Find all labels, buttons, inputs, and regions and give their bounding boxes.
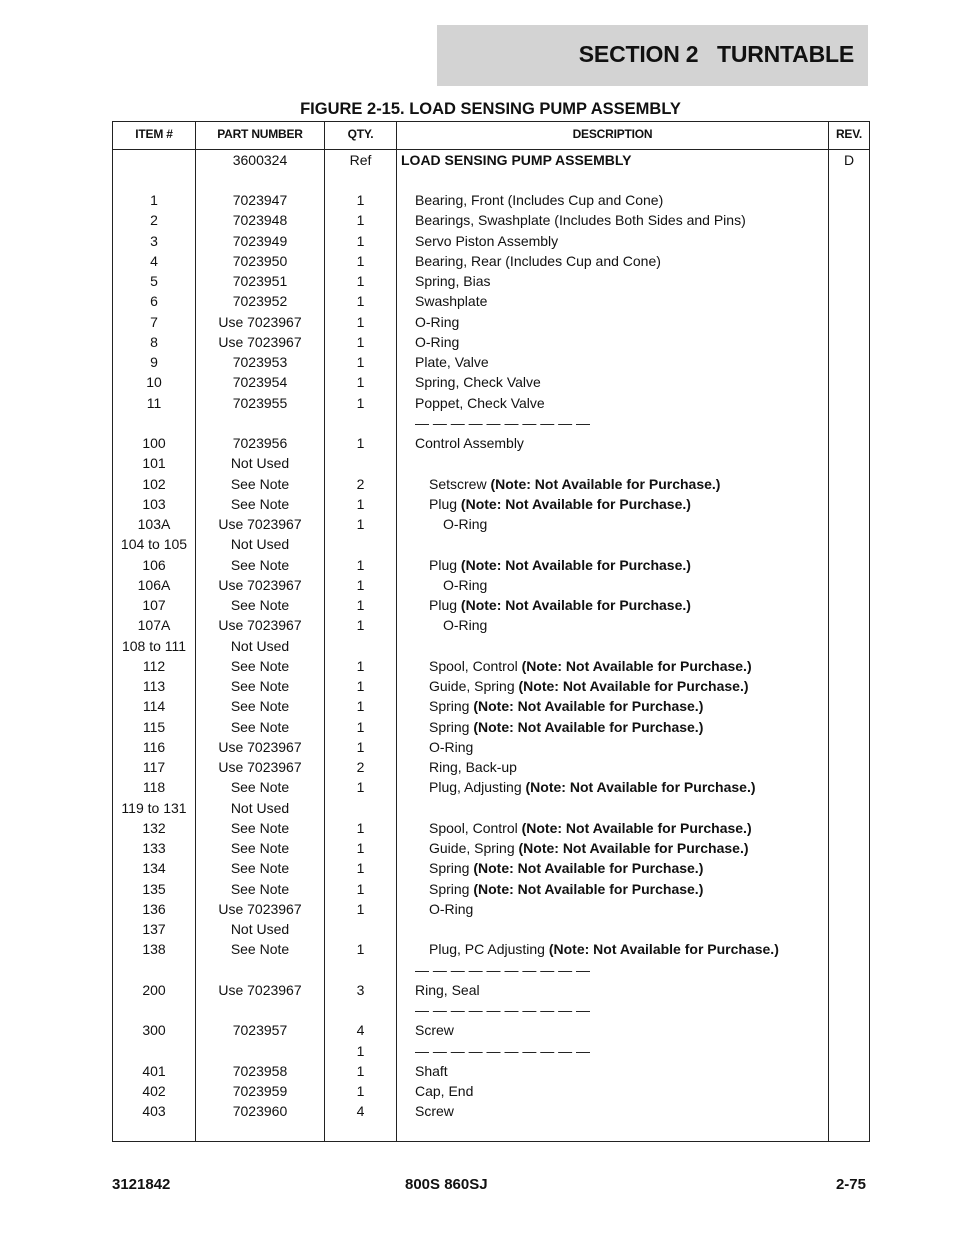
item-number-cell: 11 xyxy=(146,394,162,411)
table-row xyxy=(113,939,869,959)
description-text: O-Ring xyxy=(415,333,460,350)
description-cell xyxy=(397,939,859,959)
item-number-cell: 10 xyxy=(146,374,162,391)
description-text: O-Ring xyxy=(443,617,488,634)
item-number-cell: 103A xyxy=(137,516,171,532)
qty-cell: 1 xyxy=(356,313,365,330)
purchase-note: (Note: Not Available for Purchase.) xyxy=(518,678,749,694)
purchase-note: (Note: Not Available for Purchase.) xyxy=(521,657,752,674)
table-row xyxy=(113,251,869,271)
table-row xyxy=(113,150,869,170)
table-row xyxy=(113,372,869,392)
table-row xyxy=(113,494,869,514)
part-number-cell: 7023958 xyxy=(232,1062,288,1079)
description-text: Control Assembly xyxy=(415,435,524,451)
part-number-cell: See Note xyxy=(230,860,290,877)
qty-cell: 1 xyxy=(356,880,365,897)
part-number-cell: Use 7023967 xyxy=(218,516,302,532)
description-cell xyxy=(397,150,831,170)
table-row xyxy=(113,737,869,757)
table-row xyxy=(113,980,869,1000)
description-text: Spring xyxy=(429,718,474,735)
description-text: Spring xyxy=(429,880,474,897)
purchase-note: (Note: Not Available for Purchase.) xyxy=(525,779,756,796)
item-number-cell: 106A xyxy=(137,576,171,593)
item-number-cell: 103 xyxy=(142,495,166,512)
description-cell xyxy=(397,717,859,737)
table-row xyxy=(113,1061,869,1081)
table-row xyxy=(113,332,869,352)
qty-cell: 4 xyxy=(356,1022,365,1039)
qty-cell: 1 xyxy=(356,738,365,755)
qty-cell: 1 xyxy=(356,354,365,370)
qty-cell: 1 xyxy=(356,617,365,634)
qty-cell: 4 xyxy=(356,1103,365,1120)
part-number-cell: 7023957 xyxy=(232,1022,288,1039)
part-number-cell: See Note xyxy=(230,556,290,573)
description-cell xyxy=(397,433,845,453)
item-number-cell: 300 xyxy=(142,1022,166,1039)
column-header-part-number: PART NUMBER xyxy=(217,127,303,141)
description-cell xyxy=(397,332,845,352)
table-row xyxy=(113,717,869,737)
qty-cell: 1 xyxy=(356,212,365,229)
purchase-note: (Note: Not Available for Purchase.) xyxy=(460,597,691,613)
qty-cell: 1 xyxy=(356,840,365,856)
item-number-cell: 401 xyxy=(142,1062,166,1079)
part-number-cell: See Note xyxy=(230,819,290,836)
qty-cell: 1 xyxy=(356,698,365,715)
part-number-cell: Not Used xyxy=(230,455,290,472)
table-row xyxy=(113,352,869,372)
qty-cell: 3 xyxy=(356,981,365,998)
qty-cell: 1 xyxy=(356,1062,365,1079)
qty-cell: 1 xyxy=(356,232,365,249)
part-number-cell: See Note xyxy=(230,779,290,796)
part-number-cell: 3600324 xyxy=(232,151,288,168)
qty-cell: 1 xyxy=(356,597,365,613)
table-row xyxy=(113,777,869,797)
description-text: O-Ring xyxy=(443,516,488,532)
purchase-note: (Note: Not Available for Purchase.) xyxy=(518,840,749,856)
part-number-cell: Use 7023967 xyxy=(218,738,302,755)
description-cell xyxy=(397,980,845,1000)
table-row xyxy=(113,1081,869,1101)
part-number-cell: See Note xyxy=(230,495,290,512)
table-row xyxy=(113,291,869,311)
item-number-cell: 402 xyxy=(142,1083,166,1099)
table-row xyxy=(113,595,869,615)
description-cell xyxy=(397,352,845,372)
qty-cell: 1 xyxy=(356,556,365,573)
part-number-cell: Use 7023967 xyxy=(218,981,302,998)
parts-table xyxy=(112,121,870,1142)
purchase-note: (Note: Not Available for Purchase.) xyxy=(490,475,721,492)
part-number-cell: Use 7023967 xyxy=(218,900,302,917)
part-number-cell: See Note xyxy=(230,678,290,694)
description-text: Spool, Control xyxy=(429,657,522,674)
description-cell xyxy=(397,838,859,858)
item-number-cell: 108 to 111 xyxy=(121,637,187,654)
part-number-cell: See Note xyxy=(230,597,290,613)
description-text: Spring xyxy=(429,698,474,715)
part-number-cell: See Note xyxy=(230,840,290,856)
description-cell xyxy=(397,494,859,514)
item-number-cell: 200 xyxy=(142,981,166,998)
item-number-cell: 107A xyxy=(137,617,171,634)
qty-cell: 1 xyxy=(356,192,365,208)
description-text: Spring xyxy=(429,860,474,877)
description-cell xyxy=(397,210,845,230)
part-number-cell: 7023950 xyxy=(232,252,288,269)
description-text: Bearing, Front (Includes Cup and Cone) xyxy=(415,192,664,208)
item-number-cell: 403 xyxy=(142,1103,166,1120)
table-row xyxy=(113,615,869,635)
description-text: Plug xyxy=(429,597,461,613)
footer-page-number: 2-75 xyxy=(835,1176,866,1193)
table-row xyxy=(113,838,869,858)
description-cell xyxy=(397,879,859,899)
table-row xyxy=(113,1020,869,1040)
description-cell xyxy=(397,1041,845,1061)
description-text: LOAD SENSING PUMP ASSEMBLY xyxy=(401,151,632,168)
description-cell xyxy=(397,858,859,878)
qty-cell: 1 xyxy=(356,495,365,512)
qty-cell: 1 xyxy=(356,779,365,796)
description-cell xyxy=(397,312,845,332)
item-number-cell: 118 xyxy=(142,779,166,796)
description-cell xyxy=(397,737,859,757)
part-number-cell: 7023953 xyxy=(232,354,288,370)
description-text: Bearings, Swashplate (Includes Both Sides and Pins) xyxy=(415,212,746,229)
rev-cell: D xyxy=(843,151,855,168)
column-header-rev: REV. xyxy=(835,127,863,141)
description-text: Servo Piston Assembly xyxy=(415,232,559,249)
description-text: Guide, Spring xyxy=(429,678,519,694)
part-number-cell: 7023956 xyxy=(232,435,288,451)
purchase-note: (Note: Not Available for Purchase.) xyxy=(548,941,779,958)
item-number-cell: 112 xyxy=(142,657,166,674)
description-cell xyxy=(397,899,859,919)
item-number-cell: 104 to 105 xyxy=(120,536,188,553)
item-number-cell: 117 xyxy=(142,759,166,775)
part-number-cell: See Note xyxy=(230,880,290,897)
table-row xyxy=(113,534,869,554)
description-cell xyxy=(397,575,873,595)
description-cell xyxy=(397,696,859,716)
table-row xyxy=(113,231,869,251)
qty-cell: 2 xyxy=(356,475,365,492)
item-number-cell: 6 xyxy=(150,293,158,310)
footer-document-number: 3121842 xyxy=(112,1176,171,1193)
section-banner xyxy=(437,25,868,86)
table-row xyxy=(113,170,869,190)
part-number-cell: Use 7023967 xyxy=(218,617,302,634)
description-text: Ring, Seal xyxy=(415,981,480,998)
description-cell xyxy=(397,1020,845,1040)
table-row xyxy=(113,575,869,595)
item-number-cell: 116 xyxy=(142,738,166,755)
description-text: O-Ring xyxy=(429,900,474,917)
table-row xyxy=(113,433,869,453)
item-number-cell: 101 xyxy=(142,455,166,472)
description-cell xyxy=(397,514,873,534)
qty-cell: 1 xyxy=(356,273,365,289)
description-cell xyxy=(397,271,845,291)
description-text: Spool, Control xyxy=(429,819,522,836)
table-row xyxy=(113,1101,869,1121)
description-text: — — — — — — — — — — xyxy=(415,414,591,431)
item-number-cell: 5 xyxy=(150,273,158,289)
item-number-cell: 138 xyxy=(142,941,166,958)
part-number-cell: 7023955 xyxy=(232,394,288,411)
purchase-note: (Note: Not Available for Purchase.) xyxy=(473,880,704,897)
purchase-note: (Note: Not Available for Purchase.) xyxy=(473,698,704,715)
description-text: Plug, Adjusting xyxy=(429,779,526,796)
footer-model: 800S 860SJ xyxy=(405,1176,488,1193)
qty-cell: 1 xyxy=(356,252,365,269)
table-row xyxy=(113,696,869,716)
item-number-cell: 3 xyxy=(150,232,158,249)
item-number-cell: 102 xyxy=(142,475,166,492)
description-text: Shaft xyxy=(415,1062,448,1079)
description-text: O-Ring xyxy=(429,738,474,755)
part-number-cell: See Note xyxy=(230,718,290,735)
description-text: O-Ring xyxy=(415,313,460,330)
qty-cell: 1 xyxy=(356,293,365,310)
item-number-cell: 4 xyxy=(150,252,158,269)
qty-cell: 1 xyxy=(356,900,365,917)
part-number-cell: 7023949 xyxy=(232,232,288,249)
description-text: Spring, Bias xyxy=(415,273,491,289)
part-number-cell: See Note xyxy=(230,941,290,958)
table-row xyxy=(113,514,869,534)
description-cell xyxy=(397,1101,845,1121)
qty-cell: 1 xyxy=(356,860,365,877)
description-cell xyxy=(397,231,845,251)
description-text: Guide, Spring xyxy=(429,840,519,856)
item-number-cell: 137 xyxy=(142,921,166,937)
description-cell xyxy=(397,615,873,635)
item-number-cell: 2 xyxy=(150,212,158,229)
item-number-cell: 9 xyxy=(150,354,158,370)
qty-cell: 1 xyxy=(356,657,365,674)
description-cell xyxy=(397,777,859,797)
qty-cell: 1 xyxy=(356,333,365,350)
table-row xyxy=(113,393,869,413)
description-text: Screw xyxy=(415,1103,454,1120)
part-number-cell: Not Used xyxy=(230,637,290,654)
part-number-cell: 7023947 xyxy=(232,192,288,208)
description-cell xyxy=(397,818,859,838)
purchase-note: (Note: Not Available for Purchase.) xyxy=(521,819,752,836)
description-cell xyxy=(397,251,845,271)
description-text: Cap, End xyxy=(415,1083,474,1099)
item-number-cell: 135 xyxy=(142,880,166,897)
figure-title: FIGURE 2-15. LOAD SENSING PUMP ASSEMBLY xyxy=(300,100,681,118)
qty-cell: 1 xyxy=(356,941,365,958)
description-cell xyxy=(397,676,859,696)
description-cell xyxy=(397,291,845,311)
part-number-cell: Not Used xyxy=(230,536,290,553)
table-row xyxy=(113,210,869,230)
table-row xyxy=(113,312,869,332)
table-row xyxy=(113,919,869,939)
purchase-note: (Note: Not Available for Purchase.) xyxy=(473,718,704,735)
description-text: — — — — — — — — — — xyxy=(415,961,591,978)
table-row xyxy=(113,656,869,676)
part-number-cell: Use 7023967 xyxy=(218,576,302,593)
table-row xyxy=(113,757,869,777)
item-number-cell: 1 xyxy=(150,192,158,208)
description-text: O-Ring xyxy=(443,576,488,593)
table-row xyxy=(113,960,869,980)
table-row xyxy=(113,1041,869,1061)
table-row xyxy=(113,818,869,838)
purchase-note: (Note: Not Available for Purchase.) xyxy=(473,860,704,877)
table-row xyxy=(113,453,869,473)
table-row xyxy=(113,1000,869,1020)
description-cell xyxy=(397,393,845,413)
description-cell xyxy=(397,757,859,777)
item-number-cell: 7 xyxy=(150,313,158,330)
part-number-cell: 7023948 xyxy=(232,212,288,229)
table-row xyxy=(113,271,869,291)
qty-cell: Ref xyxy=(349,151,372,168)
item-number-cell: 119 to 131 xyxy=(121,799,187,816)
item-number-cell: 106 xyxy=(142,556,166,573)
part-number-cell: See Note xyxy=(230,657,290,674)
part-number-cell: Not Used xyxy=(230,799,290,816)
part-number-cell: See Note xyxy=(230,475,290,492)
description-cell xyxy=(397,960,845,980)
purchase-note: (Note: Not Available for Purchase.) xyxy=(460,495,691,512)
table-row xyxy=(113,899,869,919)
part-number-cell: 7023952 xyxy=(232,293,288,310)
qty-cell: 2 xyxy=(356,759,365,775)
part-number-cell: Use 7023967 xyxy=(218,759,302,775)
qty-cell: 1 xyxy=(356,516,365,532)
qty-cell: 1 xyxy=(356,718,365,735)
table-row xyxy=(113,413,869,433)
qty-cell: 1 xyxy=(356,678,365,694)
item-number-cell: 133 xyxy=(142,840,166,856)
part-number-cell: 7023959 xyxy=(232,1083,288,1099)
table-row xyxy=(113,798,869,818)
description-text: Bearing, Rear (Includes Cup and Cone) xyxy=(415,252,661,269)
item-number-cell: 115 xyxy=(142,718,166,735)
table-row xyxy=(113,636,869,656)
qty-cell: 1 xyxy=(356,1042,365,1059)
description-cell xyxy=(397,595,859,615)
part-number-cell: 7023960 xyxy=(232,1103,288,1120)
description-text: Swashplate xyxy=(415,293,488,310)
description-cell xyxy=(397,1061,845,1081)
purchase-note: (Note: Not Available for Purchase.) xyxy=(460,556,691,573)
part-number-cell: 7023951 xyxy=(232,273,288,289)
description-text: Ring, Back-up xyxy=(429,759,517,775)
description-cell xyxy=(397,413,845,433)
item-number-cell: 100 xyxy=(142,435,166,451)
item-number-cell: 134 xyxy=(142,860,166,877)
description-text: Plate, Valve xyxy=(415,354,489,370)
description-cell xyxy=(397,1000,845,1020)
item-number-cell: 114 xyxy=(142,698,166,715)
item-number-cell: 132 xyxy=(142,819,166,836)
part-number-cell: 7023954 xyxy=(232,374,288,391)
description-cell xyxy=(397,474,859,494)
qty-cell: 1 xyxy=(356,819,365,836)
description-text: Setscrew xyxy=(429,475,491,492)
qty-cell: 1 xyxy=(356,435,365,451)
item-number-cell: 107 xyxy=(142,597,166,613)
part-number-cell: Use 7023967 xyxy=(218,333,302,350)
description-cell xyxy=(397,372,845,392)
description-cell xyxy=(397,656,859,676)
part-number-cell: Use 7023967 xyxy=(218,313,302,330)
column-header-item: ITEM # xyxy=(135,127,173,141)
description-text: Screw xyxy=(415,1022,454,1039)
qty-cell: 1 xyxy=(356,374,365,391)
qty-cell: 1 xyxy=(356,394,365,411)
qty-cell: 1 xyxy=(356,576,365,593)
part-number-cell: Not Used xyxy=(230,921,290,937)
description-text: Spring, Check Valve xyxy=(415,374,541,391)
table-row xyxy=(113,858,869,878)
item-number-cell: 8 xyxy=(150,333,158,350)
description-text: Plug xyxy=(429,495,461,512)
description-text: Plug, PC Adjusting xyxy=(429,941,549,958)
table-row xyxy=(113,879,869,899)
table-row xyxy=(113,190,869,210)
description-cell xyxy=(397,190,845,210)
table-row xyxy=(113,676,869,696)
item-number-cell: 113 xyxy=(142,678,166,694)
table-row xyxy=(113,474,869,494)
item-number-cell: 136 xyxy=(142,900,166,917)
column-header-description: DESCRIPTION xyxy=(572,127,653,141)
description-text: Poppet, Check Valve xyxy=(415,394,545,411)
section-title: SECTION 2 TURNTABLE xyxy=(578,41,854,67)
table-row xyxy=(113,555,869,575)
part-number-cell: See Note xyxy=(230,698,290,715)
description-cell xyxy=(397,555,859,575)
qty-cell: 1 xyxy=(356,1083,365,1099)
description-text: — — — — — — — — — — xyxy=(415,1002,591,1018)
description-text: — — — — — — — — — — xyxy=(415,1042,591,1059)
description-text: Plug xyxy=(429,556,461,573)
column-header-qty: QTY. xyxy=(347,127,374,141)
description-cell xyxy=(397,1081,845,1101)
